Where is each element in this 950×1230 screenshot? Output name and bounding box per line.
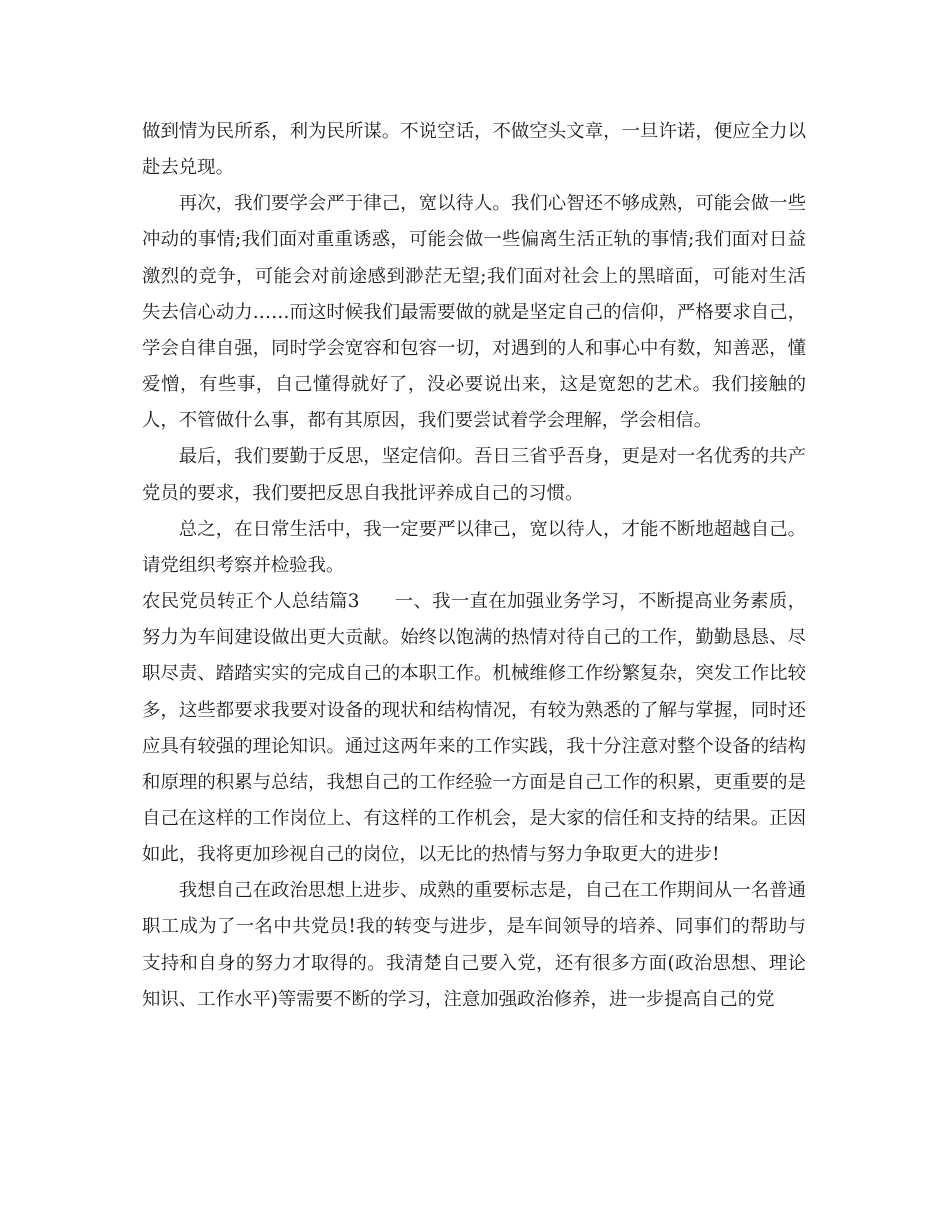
paragraph-tolerance: 再次，我们要学会严于律己，宽以待人。我们心智还不够成熟，可能会做一些冲动的事情;我们面对重重诱惑，可能会做一些偏离生活正轨的事情;我们面对日益激烈的竞争，可能会对前途感到渺茫无望;我们面对社会上的黑暗面，可能对生活失去信心动力……而这时候我们最需要做的就是坚定自己的信仰，严格要求自己，学会自律自强，同时学会宽容和包容一切，对遇到的人和事心中有数，知善恶，懂爱憎，有些事，自己懂得就好了，没必要说出来，这是宽恕的艺术。我们接触的人，不管做什么事，都有其原因，我们要尝试着学会理解，学会相信。 [142, 193, 806, 432]
paragraph-political-progress: 我想自己在政治思想上进步、成熟的重要标志是，自己在工作期间从一名普通职工成为了一名中共党员!我的转变与进步，是车间领导的培养、同事们的帮助与支持和自身的努力才取得的。我清楚自己要入党，还有很多方面(政治思想、理论知识、工作水平)等需要不断的学习，注意加强政治修养，进一步提高自己的党 [142, 880, 806, 1010]
section-intro-text: 一、我一直在加强业务学习，不断提高业务素质，努力为车间建设做出更大贡献。始终以饱满的热情对待自己的工作，勤勤恳恳、尽职尽责、踏踏实实的完成自己的本职工作。机械维修工作纷繁复杂，突发工作比较多，这些都要求我要对设备的现状和结构情况，有较为熟悉的了解与掌握，同时还应具有较强的理论知识。通过这两年来的工作实践，我十分注意对整个设备的结构和原理的积累与总结，我想自己的工作经验一方面是自己工作的积累，更重要的是自己在这样的工作岗位上、有这样的工作机会，是大家的信任和支持的结果。正因如此，我将更加珍视自己的岗位，以无比的热情与努力争取更大的进步! [142, 591, 806, 866]
paragraph-commitment: 做到情为民所系，利为民所谋。不说空话，不做空头文章，一旦许诺，便应全力以赴去兑现。 [142, 121, 806, 179]
section-heading: 农民党员转正个人总结篇3 [142, 591, 360, 613]
section-block [142, 584, 806, 873]
document-body [142, 114, 806, 1018]
paragraph-conclusion: 总之，在日常生活中，我一定要严以律己，宽以待人，才能不断地超越自己。请党组织考察并检验我。 [142, 518, 806, 576]
paragraph-reflection: 最后，我们要勤于反思，坚定信仰。吾日三省乎吾身，更是对一名优秀的共产党员的要求，我们要把反思自我批评养成自己的习惯。 [142, 446, 806, 504]
